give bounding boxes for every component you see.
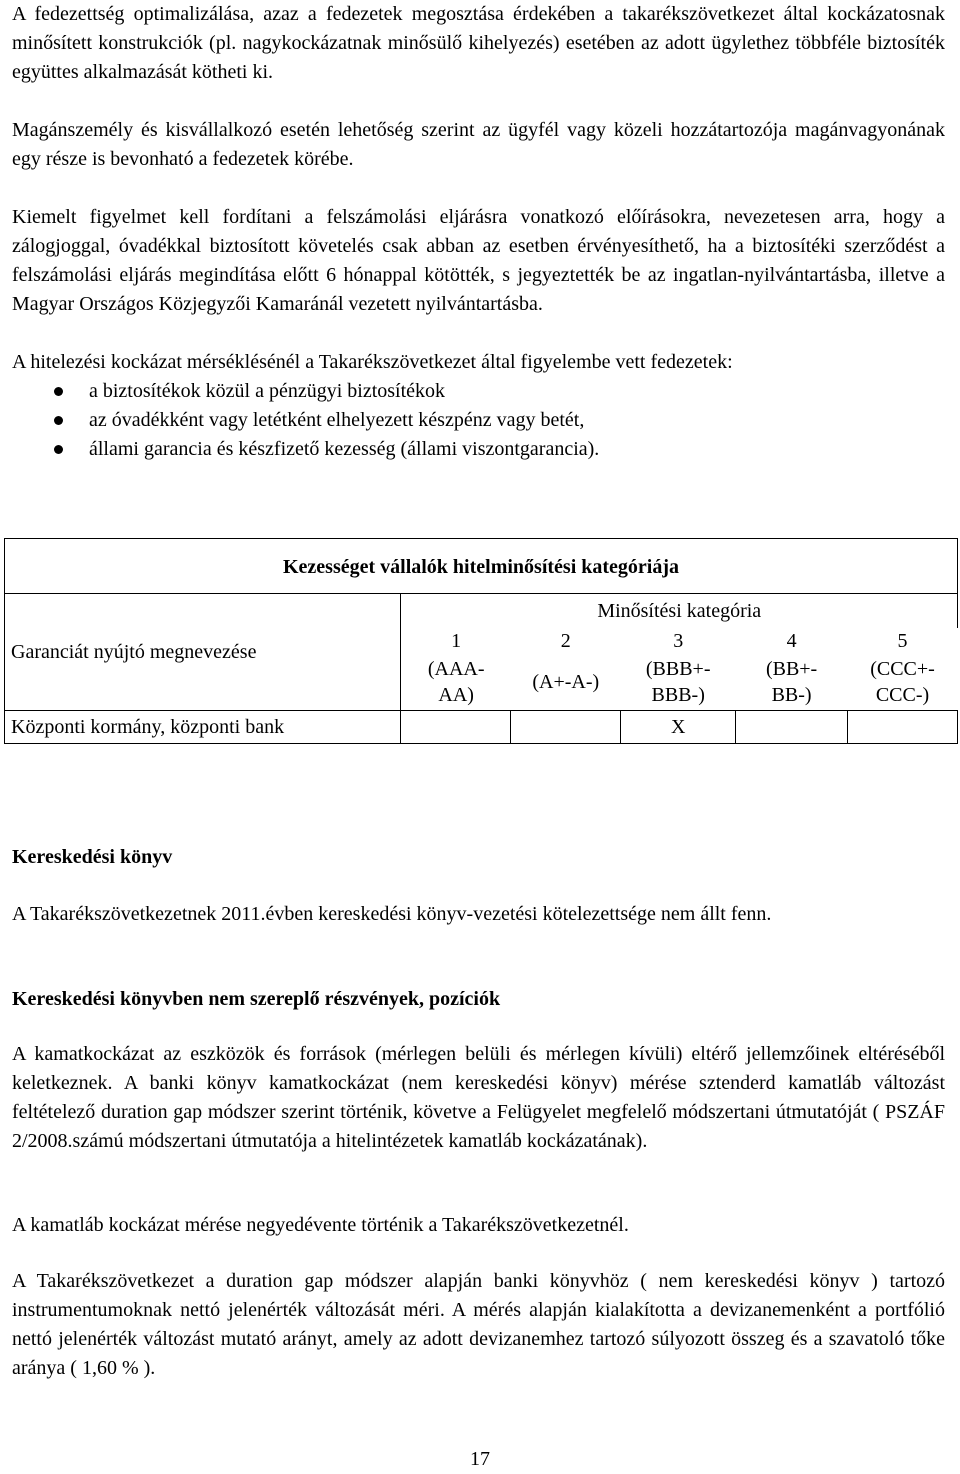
list-item: az óvadékként vagy letétként elhelyezett készpénz vagy betét, <box>12 406 945 435</box>
page-body <box>12 0 945 464</box>
row-name: Központi kormány, központi bank <box>5 711 401 744</box>
table-title: Kezességet vállalók hitelminősítési kategóriája <box>5 539 958 594</box>
paragraph-trading-book: A Takarékszövetkezetnek 2011.évben kereskedési könyv-vezetési kötelezettsége nem állt fenn. <box>12 903 772 925</box>
guarantor-rating-table <box>4 538 958 744</box>
category-grade: (A+-A-) <box>511 654 621 711</box>
paragraph-coverage-optimization: A fedezettség optimalizálása, azaz a fedezetek megosztása érdekében a takarékszövetkezet által kockázatosnak minősített konstrukciók (pl. nagykockázatnak minősülő kihelyezés) esetében az adott ügylethez többféle biztosíték együttes alkalmazását kötheti ki. <box>12 3 945 83</box>
list-item: állami garancia és készfizető kezesség (állami viszontgarancia). <box>12 435 945 464</box>
category-header: Minősítési kategória <box>401 594 958 629</box>
table-cell-mark: X <box>621 711 736 744</box>
category-number: 4 <box>786 630 797 652</box>
category-number: 5 <box>897 630 908 652</box>
category-grade: (BB+- BB-) <box>736 654 848 711</box>
table-cell <box>848 711 958 744</box>
paragraph-quarterly-measure: A kamatláb kockázat mérése negyedévente történik a Takarékszövetkezetnél. <box>12 1214 629 1236</box>
paragraph-private-assets: Magánszemély és kisvállalkozó esetén lehetőség szerint az ügyfél vagy közeli hozzátartozója magánvagyonának egy része is bevonható a fedezetek körébe. <box>12 119 945 170</box>
list-item: a biztosítékok közül a pénzügyi biztosítékok <box>12 377 945 406</box>
category-number: 1 <box>451 630 462 652</box>
bullet-icon <box>54 387 63 396</box>
category-grade: (AAA- AA) <box>401 654 511 711</box>
category-number: 3 <box>673 630 684 652</box>
guarantor-header: Garanciát nyújtó megnevezése <box>5 594 401 711</box>
bullet-icon <box>54 445 63 454</box>
bullet-icon <box>54 416 63 425</box>
section-heading-non-trading: Kereskedési könyvben nem szereplő részvények, pozíciók <box>12 988 501 1010</box>
paragraph-liquidation-rules: Kiemelt figyelmet kell fordítani a felszámolási eljárásra vonatkozó előírásokra, nevezetesen arra, hogy a zálogjoggal, óvadékkal biztosított követelés csak abban az esetben érvényesíthető, ha a biztosítéki szerződést a felszámolási eljárás megindítása előtt 6 hónappal kötötték, s jegyeztették be az ingatlan-nyilvántartásba, illetve a Magyar Országos Közjegyzői Kamaránál vezetett nyilvántartásba. <box>12 206 945 315</box>
paragraph-collateral-intro: A hitelezési kockázat mérséklésénél a Takarékszövetkezet által figyelembe vett fedezetek: <box>12 351 733 373</box>
page-number: 17 <box>470 1448 490 1470</box>
category-number: 2 <box>560 630 571 652</box>
category-grade: (BBB+- BBB-) <box>621 654 736 711</box>
section-heading-trading-book: Kereskedési könyv <box>12 846 173 868</box>
collateral-list <box>12 377 945 464</box>
paragraph-duration-gap: A Takarékszövetkezet a duration gap módszer alapján banki könyvhöz ( nem kereskedési könyv ) tartozó instrumentumoknak nettó jelenérték változását méri. A mérés alapján kialakította a devizanemenként a portfólió nettó jelenérték változást mutató arányt, amely az adott devizanemhez tartozó súlyozott összeg és a szavatoló tőke aránya ( 1,60 % ). <box>12 1270 945 1379</box>
category-grade: (CCC+- CCC-) <box>848 654 958 711</box>
paragraph-interest-risk: A kamatkockázat az eszközök és források (mérlegen belüli és mérlegen kívüli) eltérő jellemzőinek eltéréséből keletkeznek. A banki könyv kamatkockázat (nem kereskedési könyv) mérése sztenderd kamatláb változást feltételező duration gap módszer szerint történik, követve a Felügyelet megfelelő módszertani útmutatóját ( PSZÁF 2/2008.számú módszertani útmutatója a hitelintézetek kamatláb kockázatának). <box>12 1043 945 1152</box>
table-cell <box>736 711 848 744</box>
table-cell <box>401 711 511 744</box>
table-cell <box>511 711 621 744</box>
